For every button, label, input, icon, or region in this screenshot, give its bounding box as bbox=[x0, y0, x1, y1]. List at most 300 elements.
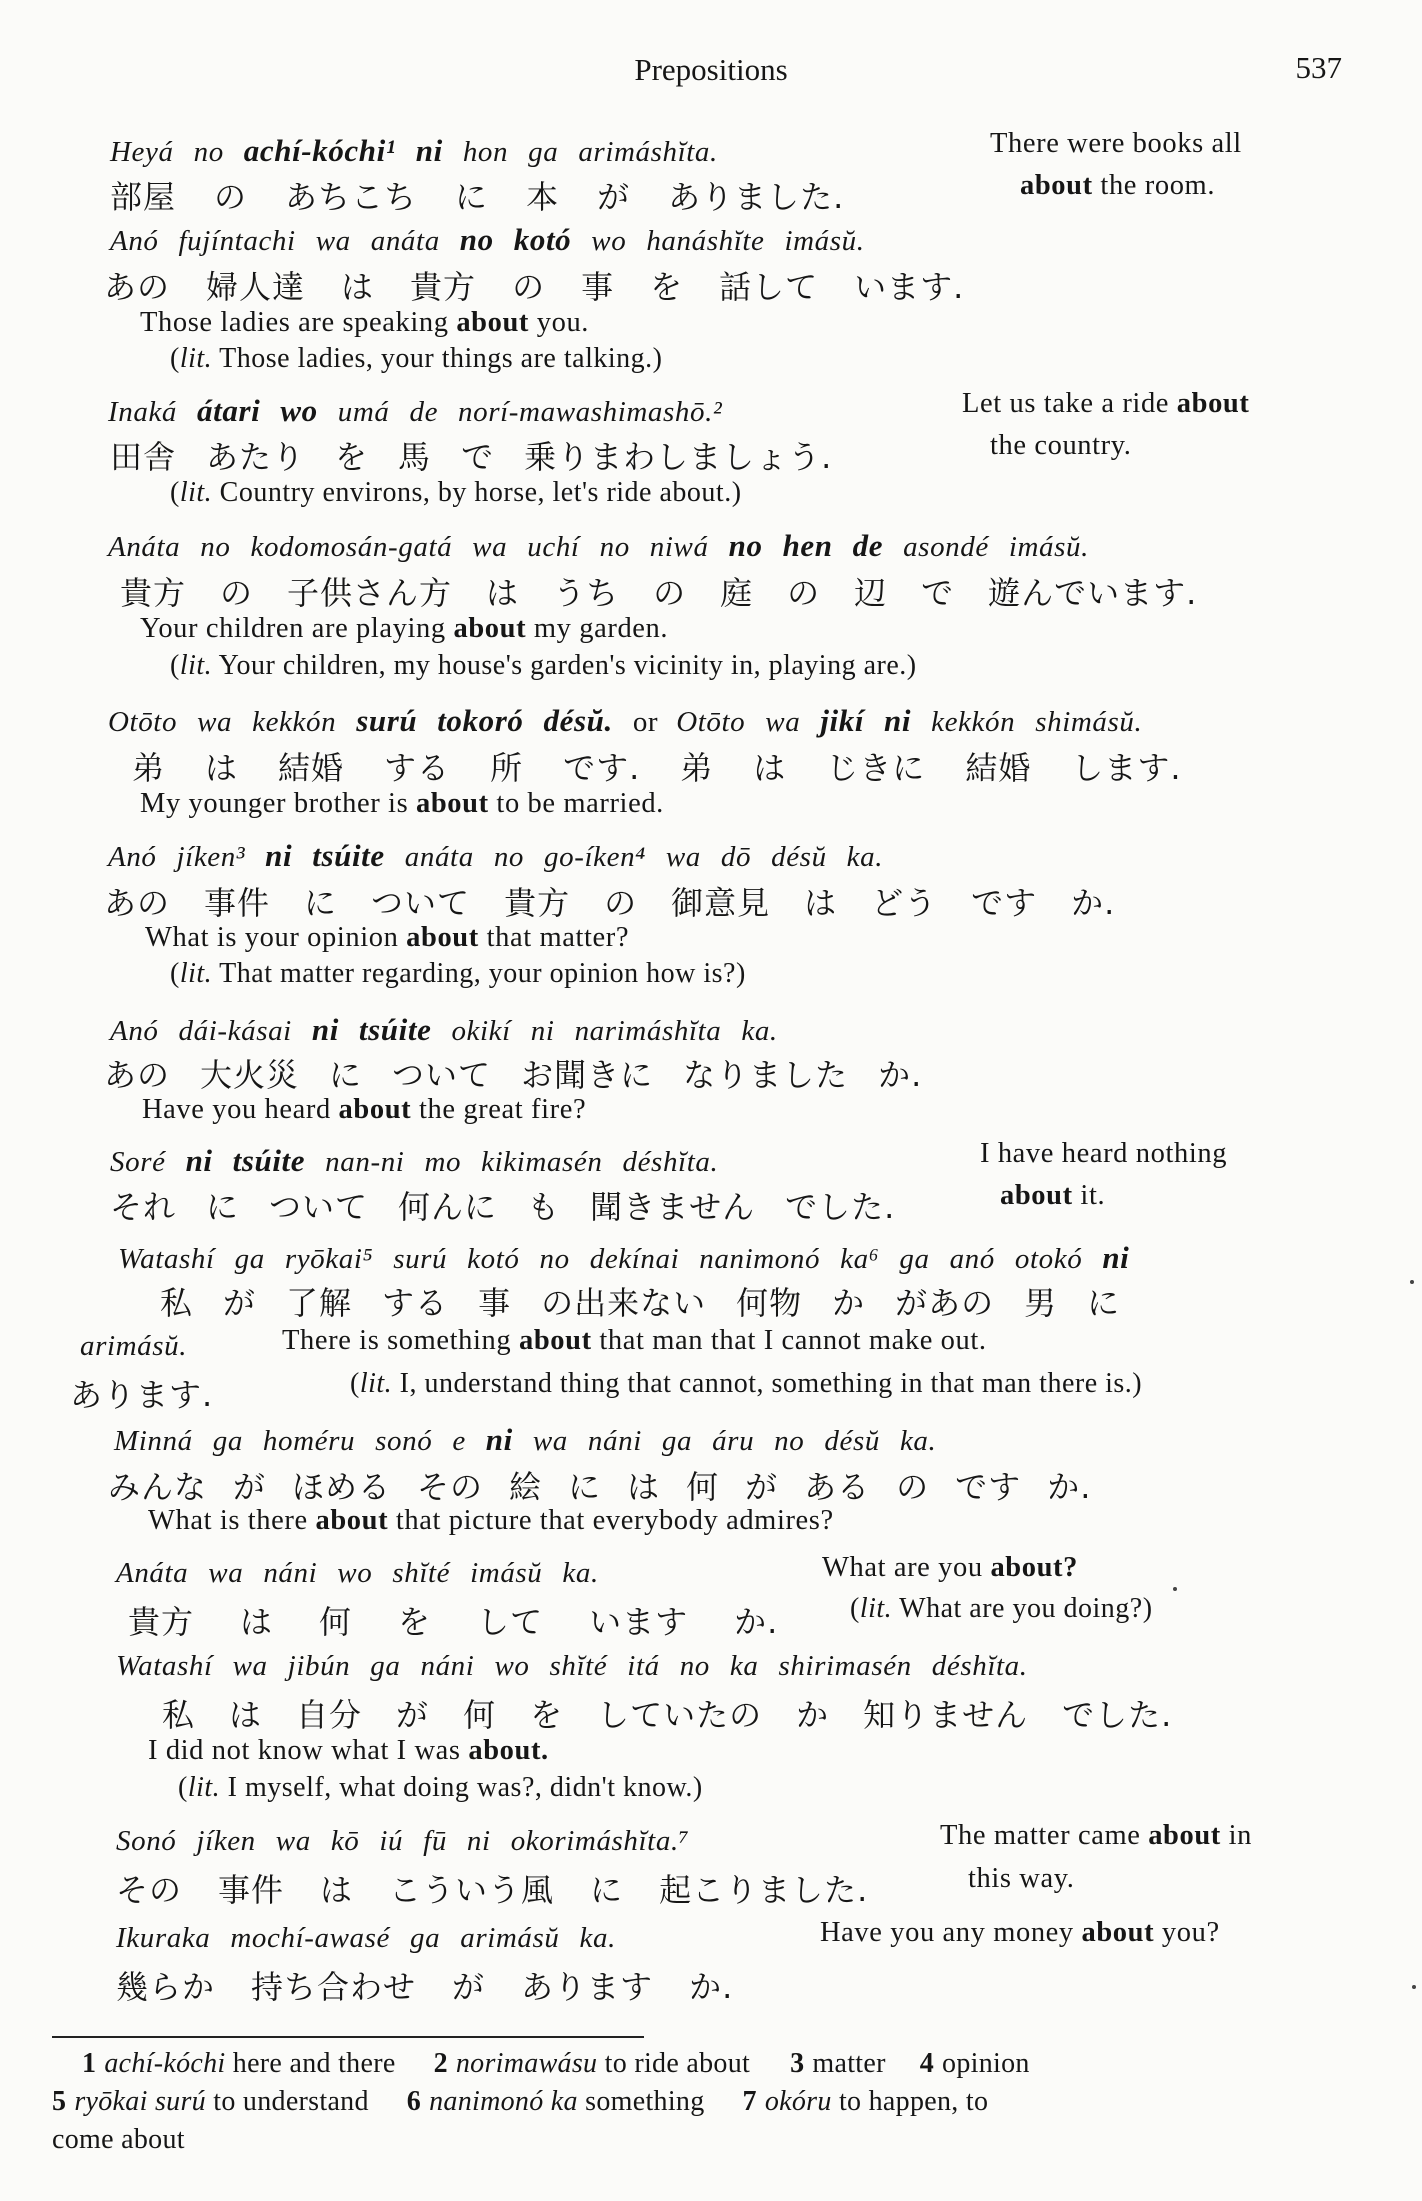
japanese-line bbox=[110, 432, 862, 478]
keyword-romaji: tokoró bbox=[437, 703, 524, 738]
keyword-english: about bbox=[1081, 1917, 1155, 1948]
romaji-word: wa bbox=[275, 1825, 311, 1857]
footnote-item bbox=[743, 2086, 989, 2117]
english-text: What are you bbox=[822, 1552, 991, 1583]
romaji-word: désŭ bbox=[824, 1425, 880, 1457]
japanese-word: ありました. bbox=[668, 178, 845, 216]
romaji-word: ka. bbox=[899, 1425, 937, 1457]
japanese-word: の bbox=[604, 884, 638, 922]
romaji-word: no bbox=[493, 841, 525, 873]
romaji-word: ryōkai⁵ bbox=[284, 1243, 374, 1275]
romaji-line bbox=[110, 222, 885, 258]
romaji-word: wa bbox=[315, 225, 351, 257]
romaji-word: no bbox=[193, 136, 224, 168]
english-line bbox=[968, 1863, 1074, 1895]
scan-speck bbox=[1410, 1280, 1414, 1284]
japanese-word: の bbox=[896, 1468, 930, 1506]
footnote-rule bbox=[52, 2036, 644, 2038]
japanese-word: 弟 bbox=[680, 749, 714, 787]
romaji-word: Inaká bbox=[108, 396, 178, 428]
romaji-word: ka. bbox=[579, 1922, 616, 1954]
footnote-term: nanimonó ka bbox=[429, 2086, 586, 2117]
english-text: Have you any money bbox=[820, 1917, 1082, 1948]
footnote-term: ryōkai surú bbox=[74, 2086, 214, 2117]
japanese-word: 辺 bbox=[854, 574, 888, 612]
english-text: this way. bbox=[968, 1863, 1075, 1894]
japanese-word: お聞きに bbox=[521, 1056, 654, 1094]
japanese-word: 乗りまわしましょう. bbox=[524, 438, 833, 476]
japanese-word: の bbox=[787, 574, 821, 612]
keyword-english: about. bbox=[468, 1735, 549, 1766]
japanese-word: 子供さん方 bbox=[287, 574, 453, 612]
romaji-word: dekínai bbox=[589, 1243, 680, 1275]
romaji-word: wo bbox=[591, 225, 627, 257]
japanese-line bbox=[104, 262, 1000, 308]
romaji-word: iú bbox=[379, 1825, 404, 1857]
romaji-word: kikimasén bbox=[481, 1146, 603, 1178]
english-text: What is your opinion bbox=[145, 922, 407, 953]
japanese-word: が bbox=[396, 1696, 430, 1734]
japanese-word: ある bbox=[804, 1468, 871, 1506]
english-text: the room. bbox=[1092, 170, 1216, 201]
japanese-word: か. bbox=[1071, 884, 1116, 922]
romaji-word: nan-ni bbox=[325, 1146, 405, 1178]
keyword-romaji: no bbox=[459, 222, 494, 257]
romaji-word: Soré bbox=[110, 1146, 166, 1178]
japanese-word: する bbox=[384, 749, 451, 787]
keyword-romaji: kotó bbox=[513, 222, 572, 257]
footnote-item bbox=[82, 2048, 396, 2079]
romaji-line bbox=[108, 393, 742, 429]
japanese-word: で bbox=[921, 574, 955, 612]
or-connector: or bbox=[632, 706, 659, 738]
japanese-word: が bbox=[233, 1468, 267, 1506]
japanese-word: 事件 bbox=[218, 1871, 285, 1909]
romaji-word: kekkón bbox=[252, 706, 337, 738]
romaji-word: imásŭ bbox=[470, 1557, 543, 1589]
japanese-word: 自分 bbox=[296, 1696, 363, 1734]
romaji-word: kodomosán-gatá bbox=[250, 531, 453, 563]
english-line bbox=[282, 1325, 987, 1357]
romaji-line bbox=[110, 1012, 798, 1048]
japanese-line bbox=[162, 1690, 1206, 1736]
keyword-english: about bbox=[1148, 1820, 1221, 1851]
japanese-word: か. bbox=[734, 1603, 779, 1641]
japanese-line bbox=[116, 1865, 904, 1911]
japanese-word: の bbox=[220, 574, 254, 612]
romaji-word: de bbox=[409, 396, 439, 428]
keyword-romaji: de bbox=[852, 528, 884, 563]
footnote-gloss: to happen, to bbox=[838, 2086, 989, 2117]
japanese-word: 婦人達 bbox=[206, 268, 306, 306]
romaji-word: niwá bbox=[649, 531, 709, 563]
literal-translation: (lit. Your children, my house's garden's vicinity in, playing are.) bbox=[170, 650, 917, 681]
lit-label: lit. bbox=[859, 1593, 893, 1624]
english-line bbox=[940, 1820, 1252, 1852]
japanese-word: も bbox=[527, 1188, 561, 1226]
footnote-item bbox=[790, 2048, 886, 2079]
romaji-line bbox=[116, 1650, 1048, 1683]
japanese-word: の出来ない bbox=[541, 1284, 707, 1322]
japanese-word: は bbox=[205, 749, 239, 787]
romaji-word: hon bbox=[462, 136, 509, 168]
romaji-word: mochí-awasé bbox=[230, 1922, 391, 1954]
romaji-word: áru bbox=[712, 1425, 755, 1457]
keyword-romaji: ni bbox=[884, 703, 912, 738]
footnote-gloss: to ride about bbox=[604, 2048, 751, 2079]
english-line bbox=[990, 430, 1131, 462]
japanese-word: は bbox=[753, 749, 787, 787]
footnote-item bbox=[434, 2048, 751, 2079]
english-line bbox=[1020, 170, 1215, 202]
lit-label: lit. bbox=[179, 958, 213, 989]
japanese-word: の bbox=[214, 178, 248, 216]
romaji-word: homéru bbox=[262, 1425, 356, 1457]
japanese-line bbox=[108, 1462, 1117, 1508]
japanese-line bbox=[116, 1962, 769, 2008]
japanese-word: あたり bbox=[206, 438, 306, 476]
literal-translation: (lit. That matter regarding, your opinion how is?) bbox=[170, 958, 746, 989]
romaji-word: no bbox=[679, 1650, 710, 1682]
english-line bbox=[1000, 1180, 1105, 1212]
english-text: Have you heard bbox=[142, 1094, 339, 1125]
romaji-word: Anó bbox=[110, 1015, 159, 1047]
romaji-line bbox=[116, 1922, 636, 1955]
japanese-word: は bbox=[341, 268, 375, 306]
japanese-word: なりました bbox=[683, 1056, 849, 1094]
literal-translation: (lit. I myself, what doing was?, didn't know.) bbox=[178, 1772, 703, 1803]
japanese-word: あの bbox=[104, 1056, 171, 1094]
romaji-line bbox=[80, 1330, 207, 1363]
lit-label: lit. bbox=[359, 1368, 393, 1399]
keyword-romaji: désŭ. bbox=[543, 703, 613, 738]
footnote-number: 7 bbox=[742, 2086, 757, 2117]
footnote-number: 1 bbox=[82, 2048, 97, 2079]
literal-translation: (lit. Country environs, by horse, let's ride about.) bbox=[170, 477, 742, 508]
japanese-word: を bbox=[398, 1603, 432, 1641]
keyword-english: about bbox=[1020, 170, 1093, 201]
japanese-word: に bbox=[590, 1871, 624, 1909]
japanese-word: は bbox=[240, 1603, 274, 1641]
japanese-word: 大火災 bbox=[200, 1056, 300, 1094]
english-line bbox=[822, 1552, 1078, 1584]
romaji-word: shimásŭ. bbox=[1035, 706, 1143, 738]
english-line bbox=[145, 922, 629, 954]
english-line bbox=[148, 1735, 549, 1767]
footnote-item bbox=[52, 2086, 369, 2117]
english-text: you? bbox=[1154, 1917, 1220, 1948]
keyword-romaji: tsúite bbox=[358, 1012, 432, 1047]
japanese-word: は bbox=[486, 574, 520, 612]
romaji-word: wa bbox=[532, 1425, 568, 1457]
romaji-line bbox=[116, 1825, 709, 1858]
japanese-word: 私 bbox=[162, 1696, 196, 1734]
romaji-word: wa bbox=[208, 1557, 244, 1589]
japanese-word: 遊んでいます. bbox=[988, 574, 1198, 612]
japanese-word: 所 bbox=[490, 749, 524, 787]
japanese-word: 事 bbox=[581, 268, 615, 306]
japanese-word: あの bbox=[104, 884, 171, 922]
japanese-word: 結婚 bbox=[965, 749, 1032, 787]
romaji-word: anáta bbox=[370, 225, 440, 257]
romaji-word: ka⁶ bbox=[840, 1243, 880, 1275]
japanese-word: が bbox=[597, 178, 631, 216]
romaji-word: wa bbox=[232, 1650, 268, 1682]
japanese-word: です bbox=[971, 884, 1038, 922]
japanese-word: か. bbox=[1047, 1468, 1092, 1506]
romaji-word: ni bbox=[530, 1015, 555, 1047]
japanese-word: の bbox=[653, 574, 687, 612]
english-text: The matter came bbox=[940, 1820, 1149, 1851]
japanese-word: ついて bbox=[392, 1056, 492, 1094]
romaji-word: go-íken⁴ bbox=[544, 841, 646, 873]
romaji-word: shĭté bbox=[549, 1650, 608, 1682]
keyword-romaji: surú bbox=[356, 703, 418, 738]
footnote-item bbox=[52, 2124, 185, 2155]
english-text: in bbox=[1220, 1820, 1252, 1851]
romaji-word: no bbox=[599, 531, 630, 563]
romaji-line bbox=[110, 133, 738, 169]
english-line bbox=[820, 1917, 1220, 1949]
romaji-word: ga bbox=[661, 1425, 693, 1457]
japanese-word: こういう風 bbox=[389, 1871, 555, 1909]
english-text: it. bbox=[1072, 1180, 1106, 1211]
english-line bbox=[140, 788, 664, 820]
japanese-word: みんな bbox=[108, 1468, 208, 1506]
japanese-word: か. bbox=[878, 1056, 923, 1094]
japanese-word: に bbox=[568, 1468, 602, 1506]
keyword-romaji: no bbox=[728, 528, 763, 563]
japanese-line bbox=[132, 743, 1222, 789]
footnote-number: 5 bbox=[52, 2086, 67, 2117]
english-text: that matter? bbox=[478, 922, 630, 953]
romaji-word: e bbox=[452, 1425, 466, 1457]
romaji-word: imásŭ. bbox=[784, 225, 865, 257]
japanese-word: でした. bbox=[1062, 1696, 1173, 1734]
footnote-gloss: here and there bbox=[232, 2048, 396, 2079]
japanese-word: の bbox=[512, 268, 546, 306]
romaji-word: umá bbox=[337, 396, 390, 428]
japanese-word: 貴方 bbox=[120, 574, 187, 612]
japanese-word: います. bbox=[854, 268, 965, 306]
japanese-word: が bbox=[452, 1968, 486, 2006]
romaji-word: Anáta bbox=[116, 1557, 189, 1589]
japanese-word: 弟 bbox=[132, 749, 166, 787]
lit-label: lit. bbox=[179, 477, 213, 508]
romaji-line bbox=[116, 1557, 619, 1590]
japanese-word: に bbox=[1087, 1284, 1121, 1322]
japanese-word: あちこち bbox=[285, 178, 418, 216]
keyword-english: about bbox=[416, 788, 489, 819]
romaji-word: kotó bbox=[467, 1243, 520, 1275]
japanese-word: ついて bbox=[269, 1188, 369, 1226]
japanese-word: に bbox=[304, 884, 338, 922]
keyword-english: about bbox=[518, 1325, 592, 1356]
romaji-word: ka. bbox=[562, 1557, 599, 1589]
romaji-word: shĭté bbox=[392, 1557, 451, 1589]
keyword-romaji: ni bbox=[265, 838, 293, 873]
japanese-word: です. bbox=[563, 749, 641, 787]
footnote-line bbox=[82, 2048, 1030, 2080]
japanese-word: 起こりました. bbox=[659, 1871, 869, 1909]
japanese-word: を bbox=[530, 1696, 564, 1734]
keyword-romaji: ni bbox=[185, 1143, 213, 1178]
keyword-romaji: tsúite bbox=[232, 1143, 306, 1178]
romaji-word: narimáshĭta bbox=[574, 1015, 722, 1047]
romaji-word: désŭ bbox=[771, 841, 827, 873]
japanese-word: じきに bbox=[826, 749, 926, 787]
japanese-line: あります. bbox=[70, 1376, 214, 1414]
footnote-term: norimawásu bbox=[455, 2048, 605, 2079]
footnote-gloss: come about bbox=[52, 2124, 185, 2155]
romaji-word: kō bbox=[330, 1825, 360, 1857]
japanese-word: 持ち合わせ bbox=[251, 1968, 417, 2006]
japanese-word: か bbox=[796, 1696, 830, 1734]
romaji-word: hanáshĭte bbox=[646, 225, 765, 257]
page-header-title: Prepositions bbox=[634, 52, 788, 87]
romaji-word: Otōto bbox=[108, 706, 178, 738]
keyword-romaji: átari bbox=[197, 393, 261, 428]
footnote-item bbox=[407, 2086, 705, 2117]
footnote-gloss: something bbox=[585, 2086, 705, 2117]
romaji-line bbox=[108, 838, 903, 874]
japanese-word: 幾らか bbox=[116, 1968, 216, 2006]
footnote-gloss: opinion bbox=[942, 2048, 1030, 2079]
footnote-number: 3 bbox=[790, 2048, 805, 2079]
japanese-word: 庭 bbox=[720, 574, 754, 612]
romaji-word: no bbox=[200, 531, 231, 563]
keyword-romaji: ni bbox=[311, 1012, 339, 1047]
romaji-word: wa bbox=[197, 706, 233, 738]
romaji-word: wa bbox=[665, 841, 701, 873]
japanese-word: で bbox=[461, 438, 495, 476]
english-line bbox=[148, 1505, 834, 1537]
keyword-romaji: hen bbox=[782, 528, 833, 563]
japanese-word: それ bbox=[110, 1188, 177, 1226]
english-line bbox=[140, 613, 668, 645]
footnote-number: 2 bbox=[433, 2048, 448, 2079]
japanese-word: に bbox=[455, 178, 489, 216]
romaji-line bbox=[118, 1240, 1149, 1276]
japanese-word: を bbox=[650, 268, 684, 306]
romaji-word: ga bbox=[234, 1243, 265, 1275]
japanese-word: 本 bbox=[526, 178, 560, 216]
romaji-line bbox=[108, 528, 1109, 564]
keyword-english: about bbox=[315, 1505, 389, 1536]
romaji-word: Anó bbox=[108, 841, 157, 873]
japanese-word: か. bbox=[689, 1968, 734, 2006]
english-line bbox=[962, 388, 1249, 420]
japanese-word: 何 bbox=[686, 1468, 720, 1506]
english-text: There were books all bbox=[990, 128, 1242, 159]
english-text: Your children are playing bbox=[140, 613, 454, 644]
romaji-word: itá bbox=[627, 1650, 660, 1682]
japanese-word: か bbox=[832, 1284, 866, 1322]
romaji-word: Anó bbox=[110, 225, 159, 257]
romaji-word: no bbox=[539, 1243, 570, 1275]
romaji-word: déshĭta. bbox=[622, 1146, 719, 1178]
romaji-word: okorimáshĭta.⁷ bbox=[510, 1825, 690, 1857]
japanese-word: 了解 bbox=[286, 1284, 353, 1322]
japanese-word: その bbox=[417, 1468, 484, 1506]
romaji-word: arimásŭ. bbox=[80, 1330, 188, 1362]
english-text: my garden. bbox=[526, 613, 669, 644]
japanese-line bbox=[110, 1182, 925, 1228]
keyword-romaji: wo bbox=[280, 393, 318, 428]
japanese-word: 私 bbox=[160, 1284, 194, 1322]
romaji-word: sonó bbox=[375, 1425, 433, 1457]
footnote-number: 6 bbox=[406, 2086, 422, 2117]
japanese-word: 事件 bbox=[204, 884, 271, 922]
romaji-word: wo bbox=[337, 1557, 373, 1589]
japanese-word: を bbox=[335, 438, 369, 476]
romaji-word: no bbox=[774, 1425, 805, 1457]
keyword-romaji: jikí bbox=[820, 703, 865, 738]
english-text: What is there bbox=[148, 1505, 316, 1536]
footnote-gloss: to understand bbox=[213, 2086, 369, 2117]
romaji-word: otokó bbox=[1014, 1243, 1083, 1275]
japanese-word: に bbox=[206, 1188, 240, 1226]
footnote-gloss: matter bbox=[812, 2048, 886, 2079]
keyword-romaji: achí-kóchi¹ bbox=[243, 133, 396, 168]
footnote-term: okóru bbox=[764, 2086, 839, 2117]
romaji-word: asondé bbox=[903, 531, 989, 563]
japanese-word: は bbox=[804, 884, 838, 922]
romaji-word: wa bbox=[472, 531, 508, 563]
japanese-word: 馬 bbox=[398, 438, 432, 476]
japanese-word: 貴方 bbox=[128, 1603, 195, 1641]
japanese-word: います bbox=[589, 1603, 689, 1641]
english-text: the country. bbox=[990, 430, 1132, 461]
romaji-word: náni bbox=[263, 1557, 318, 1589]
japanese-word: ついて bbox=[371, 884, 471, 922]
japanese-word: 田舎 bbox=[110, 438, 177, 476]
japanese-line bbox=[160, 1278, 1150, 1324]
romaji-line bbox=[110, 1143, 738, 1179]
scan-speck bbox=[1412, 1985, 1416, 1989]
romaji-word: uchí bbox=[527, 531, 580, 563]
japanese-line bbox=[110, 172, 882, 218]
romaji-word: jibún bbox=[287, 1650, 351, 1682]
romaji-word: ni bbox=[466, 1825, 491, 1857]
japanese-word: が bbox=[745, 1468, 779, 1506]
english-line bbox=[980, 1138, 1227, 1170]
japanese-word: 絵 bbox=[509, 1468, 543, 1506]
romaji-word: okikí bbox=[451, 1015, 511, 1047]
romaji-word: wa bbox=[765, 706, 801, 738]
keyword-english: about bbox=[453, 613, 527, 644]
japanese-word: 知りません bbox=[863, 1696, 1029, 1734]
romaji-word: ga bbox=[212, 1425, 243, 1457]
japanese-word: 男 bbox=[1024, 1284, 1058, 1322]
literal-translation: (lit. What are you doing?) bbox=[850, 1593, 1153, 1624]
romaji-word: mo bbox=[424, 1146, 462, 1178]
japanese-word: どう bbox=[871, 884, 938, 922]
english-text: I did not know what I was bbox=[148, 1735, 469, 1766]
romaji-word: ka bbox=[729, 1650, 759, 1682]
japanese-word: は bbox=[627, 1468, 661, 1506]
japanese-word: する bbox=[382, 1284, 449, 1322]
japanese-word: 御意見 bbox=[671, 884, 771, 922]
japanese-word: が bbox=[223, 1284, 257, 1322]
keyword-romaji: ni bbox=[415, 133, 443, 168]
romaji-line bbox=[108, 703, 1162, 739]
page-number: 537 bbox=[1295, 50, 1342, 85]
romaji-word: kekkón bbox=[931, 706, 1016, 738]
english-text: My younger brother is bbox=[140, 788, 416, 819]
keyword-romaji: ni bbox=[1102, 1240, 1130, 1275]
english-line bbox=[142, 1094, 586, 1126]
